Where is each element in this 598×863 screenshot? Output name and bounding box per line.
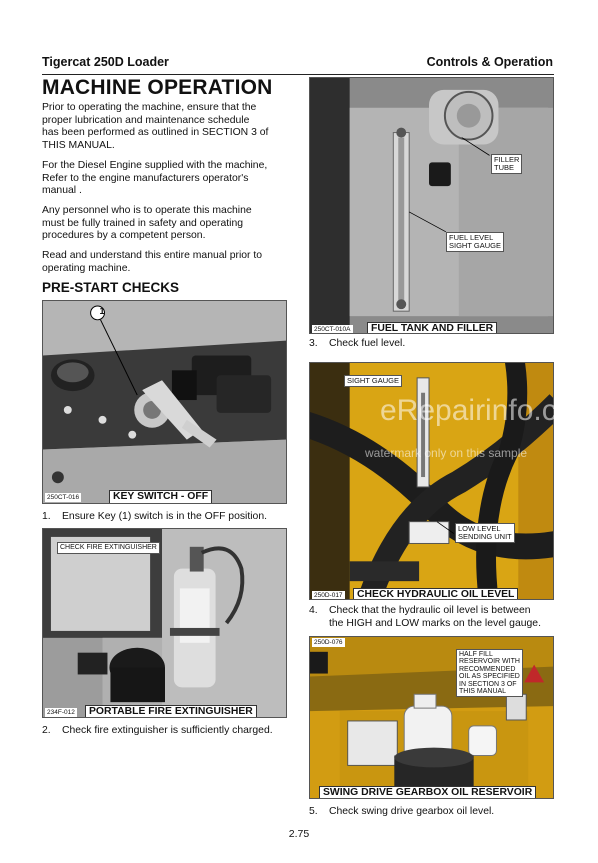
figure-code: 234F-012 (47, 709, 75, 716)
figure-caption: KEY SWITCH - OFF (109, 490, 212, 504)
label-line: IN SECTION 3 OF (459, 680, 517, 688)
figure-code: 250D-076 (314, 639, 343, 646)
step-text: Check fuel level. (329, 338, 406, 349)
gearbox-reservoir-photo (309, 636, 554, 799)
key-switch-illustration (43, 301, 286, 503)
step-text: Check fire extinguisher is sufficiently charged. (62, 725, 273, 736)
step-text: the HIGH and LOW marks on the level gauge. (329, 617, 541, 629)
fuel-tank-illustration (310, 78, 553, 333)
step-number: 3. (309, 338, 318, 349)
callout-label (456, 649, 523, 697)
callout-label (491, 154, 522, 174)
page-heading: MACHINE OPERATION (42, 76, 273, 99)
watermark-note: watermark only on this sample (365, 446, 528, 460)
fuel-tank-photo (309, 77, 554, 334)
label-line: HALF FILL (459, 651, 493, 658)
figure-code: 250CT-010A (314, 326, 351, 333)
callout-label: SIGHT GAUGE (344, 375, 402, 387)
step-text: Check that the hydraulic oil level is between (329, 605, 531, 616)
text-line: Read and understand this entire manual prior to (42, 250, 263, 261)
step-number: 2. (42, 725, 51, 736)
callout-number: 1 (99, 306, 105, 316)
text-line: operating machine. (42, 262, 131, 274)
paragraph-read-manual (42, 250, 292, 275)
fire-extinguisher-illustration (43, 529, 286, 717)
text-line: must be fully trained in safety and operating (42, 217, 244, 229)
label-line: RECOMMENDED (459, 665, 516, 673)
figure-caption: FUEL TANK AND FILLER (367, 322, 497, 334)
label-line: FILLER (494, 155, 520, 164)
figure-caption: SWING DRIVE GEARBOX OIL RESERVOIR (319, 786, 536, 799)
step-1 (42, 511, 267, 524)
text-line: Any personnel who is to operate this machine (42, 205, 252, 216)
step-number: 5. (309, 806, 318, 817)
label-line: OIL AS SPECIFIED (459, 673, 520, 681)
text-line: For the Diesel Engine supplied with the machine, (42, 160, 268, 171)
label-line: LOW LEVEL (458, 524, 501, 533)
step-number: 4. (309, 605, 318, 616)
pre-start-heading: PRE-START CHECKS (42, 280, 180, 295)
document-title: Tigercat 250D Loader (42, 55, 169, 69)
page-number: 2.75 (288, 828, 310, 840)
paragraph-personnel (42, 205, 292, 243)
label-line: SIGHT GAUGE (449, 241, 501, 250)
figure-caption: CHECK HYDRAULIC OIL LEVEL (353, 588, 518, 600)
text-line: has been performed as outlined in SECTION 3 of (42, 127, 269, 139)
text-line: manual . (42, 185, 82, 197)
callout-label (446, 232, 504, 252)
text-line: Refer to the engine manufacturers operator's (42, 172, 249, 184)
step-4 (309, 605, 541, 630)
step-3 (309, 338, 405, 351)
header-rule (42, 74, 554, 75)
watermark-logo: eRepairinfo.com (380, 394, 598, 427)
key-switch-photo (42, 300, 287, 504)
section-name: Controls & Operation (426, 55, 553, 69)
text-line: procedures by a competent person. (42, 230, 206, 242)
label-line: TUBE (494, 163, 515, 172)
label-line: RESERVOIR WITH (459, 658, 520, 666)
text-line: THIS MANUAL. (42, 139, 115, 151)
label-line: SENDING UNIT (458, 532, 512, 541)
paragraph-maintenance (42, 102, 292, 152)
step-text: Ensure Key (1) switch is in the OFF position. (62, 511, 268, 522)
fire-extinguisher-photo (42, 528, 287, 718)
step-text: Check swing drive gearbox oil level. (329, 806, 495, 817)
step-2 (42, 725, 273, 738)
text-line: Prior to operating the machine, ensure that the (42, 102, 257, 113)
paragraph-engine (42, 160, 292, 198)
step-5 (309, 806, 494, 819)
label-line: THIS MANUAL (459, 688, 507, 696)
callout-label (455, 523, 515, 543)
figure-code: 250D-017 (314, 592, 343, 599)
label-line: FUEL LEVEL (449, 233, 494, 242)
figure-code: 250CT-016 (47, 494, 80, 501)
text-line: proper lubrication and maintenance schedule (42, 114, 250, 126)
callout-label: CHECK FIRE EXTINGUISHER (57, 542, 160, 554)
step-number: 1. (42, 511, 51, 522)
figure-caption: PORTABLE FIRE EXTINGUISHER (85, 705, 257, 718)
